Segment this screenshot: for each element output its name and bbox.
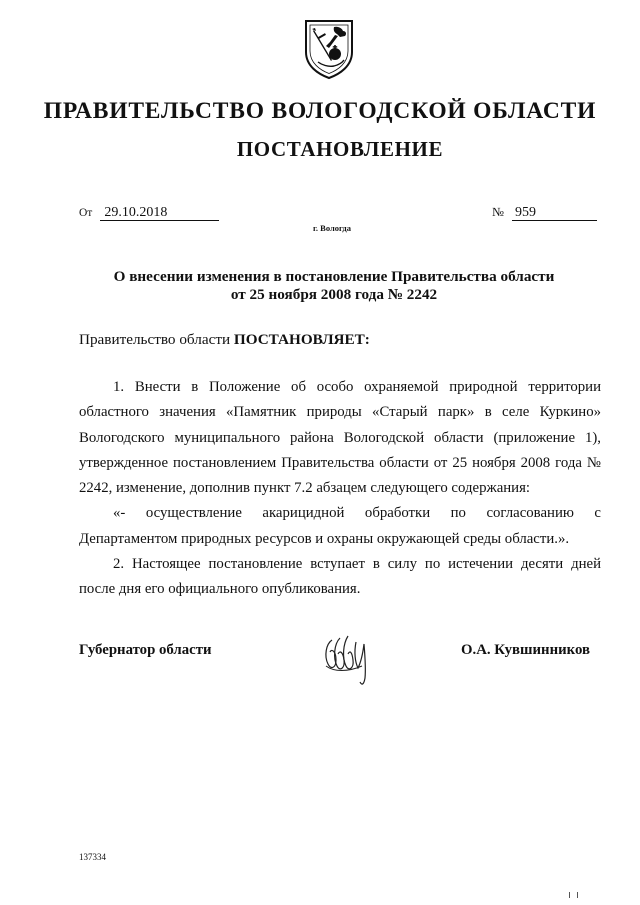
coat-of-arms-icon <box>302 18 356 80</box>
date-value: 29.10.2018 <box>100 206 219 221</box>
preamble-text: Правительство области <box>79 331 234 348</box>
preamble <box>79 331 370 349</box>
signatory-name: О.А. Кувшинников <box>461 642 590 658</box>
date-label: От <box>79 207 93 219</box>
number-value: 959 <box>512 206 597 221</box>
government-name: ПРАВИТЕЛЬСТВО ВОЛОГОДСКОЙ ОБЛАСТИ <box>43 98 597 124</box>
document-title <box>0 268 640 304</box>
city-name: г. Вологда <box>313 223 351 233</box>
handwritten-signature <box>318 622 376 688</box>
paragraph-2: «- осуществление акарицидной обработки по согласованию с Департаментом природных ресурсов и охраны окружающей среды области.». <box>79 505 601 547</box>
title-line-1: О внесении изменения в постановление Правительства области <box>113 268 555 285</box>
title-line-2: от 25 ноября 2008 года № 2242 <box>230 286 438 303</box>
document-body <box>79 375 601 603</box>
document-code: 137334 <box>79 852 106 862</box>
signatory-position: Губернатор области <box>79 642 212 658</box>
number-label: № <box>492 205 504 219</box>
number-row <box>492 205 597 221</box>
scan-marks <box>565 890 585 900</box>
date-row <box>79 205 219 221</box>
preamble-emphasis: ПОСТАНОВЛЯЕТ: <box>233 331 370 348</box>
paragraph-3: 2. Настоящее постановление вступает в силу по истечении десяти дней после дня его официального опубликования. <box>79 556 601 598</box>
paragraph-1: 1. Внести в Положение об особо охраняемой природной территории областного значения «Памятник природы «Старый парк» в селе Куркино» Вологодского муниципального района Вологодской области (приложение 1), утвержденное постановлением Правительства области от 25 ноября 2008 года № 2242, изменение, дополнив пункт 7.2 абзацем следующего содержания: <box>79 379 601 497</box>
document-type: ПОСТАНОВЛЕНИЕ <box>236 137 444 161</box>
